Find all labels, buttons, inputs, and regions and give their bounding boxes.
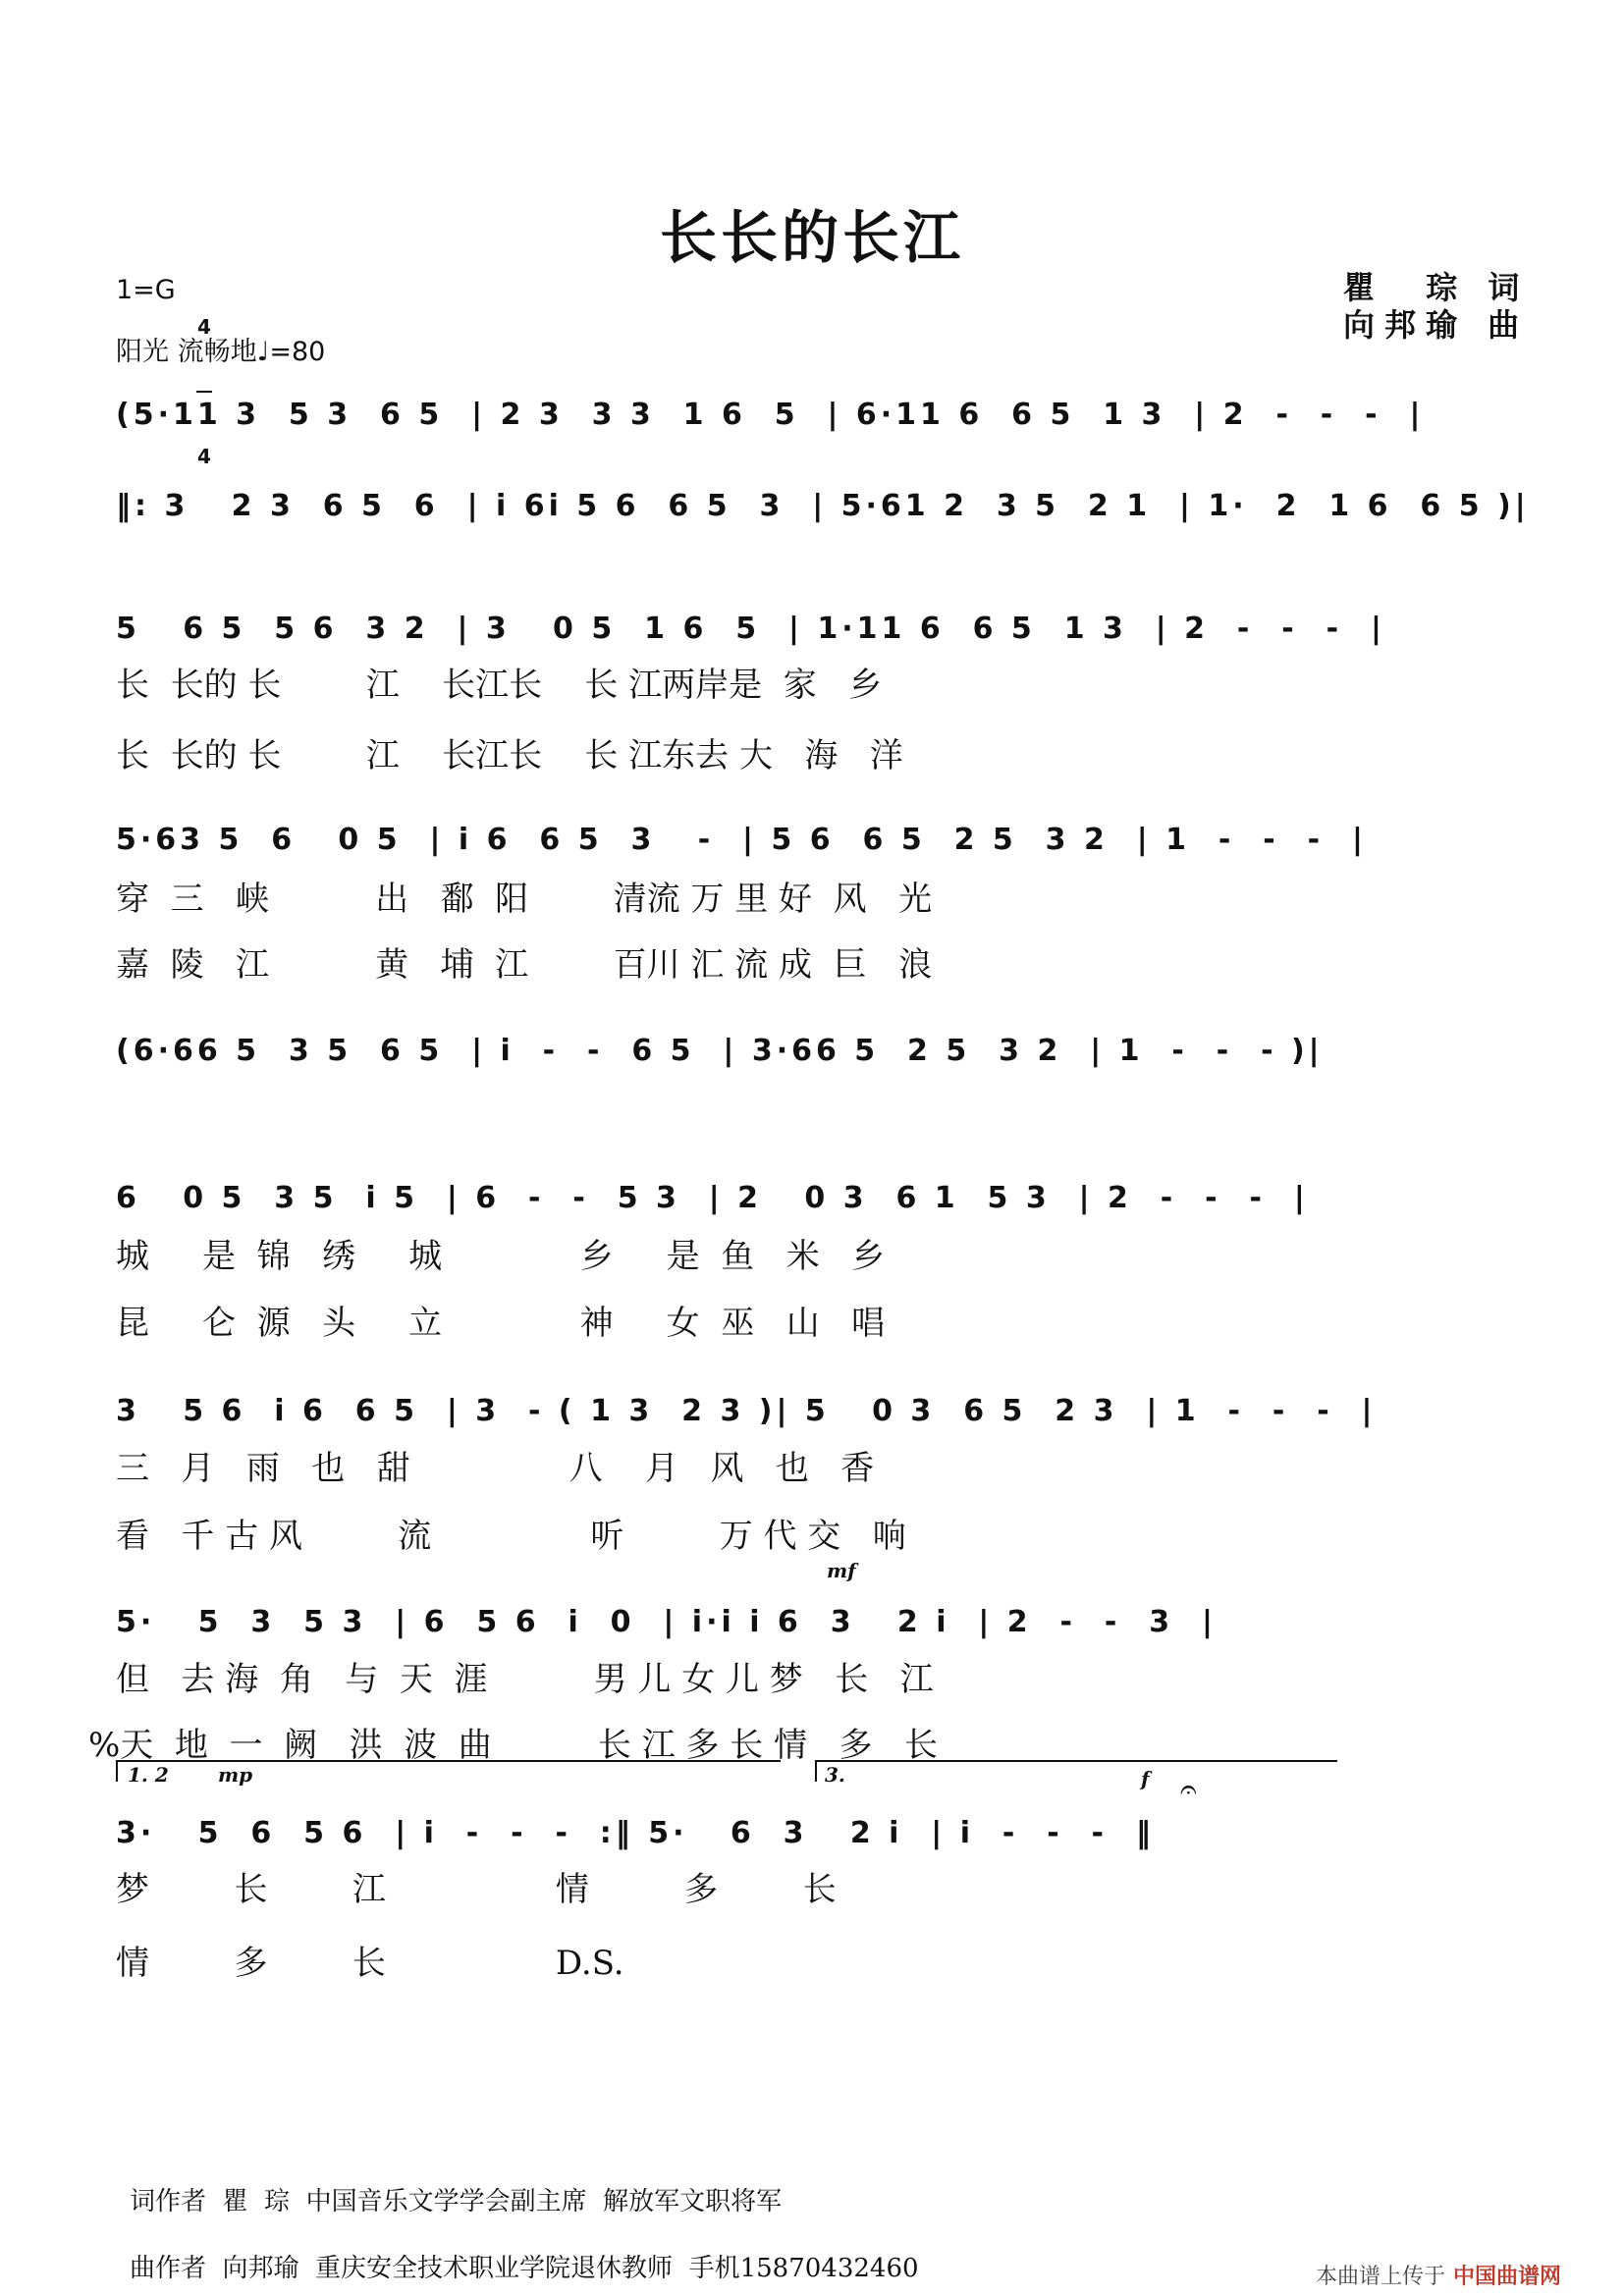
footer-lyricist: 词作者 瞿 琮 中国音乐文学学会副主席 解放军文职将军	[130, 2187, 783, 2216]
tempo-marking: 阳光 流畅地♩=80	[116, 337, 326, 367]
lyric-row-8a: 但 去 海 角 与 天 涯 男 儿 女 儿 梦 长 江	[116, 1660, 934, 1699]
score-row-3: 5 6 5 5 6 3 2 | 3 0 5 1 6 5 | 1·11 6 6 5 1 3 | 2 - - - |	[116, 612, 1385, 646]
lyric-row-7a: 三 月 雨 也 甜 八 月 风 也 香	[116, 1449, 875, 1488]
score-row-9: 3· 5 6 5 6 | i - - - :‖ 5· 6 3 2 i | i - - - ‖	[116, 1816, 1155, 1850]
fermata-icon: 𝄐	[1180, 1773, 1197, 1807]
score-row-1: (5·11 3 5 3 6 5 | 2 3 3 3 1 6 5 | 6·11 6 6 5 1 3 | 2 - - - |	[116, 398, 1425, 432]
time-signature-top: 4	[197, 315, 211, 339]
lyric-row-9a: 梦 长 江 情 多 长	[116, 1870, 837, 1909]
score-row-8: 5· 5 3 5 3 | 6 5 6 i 0 | i·i i 6 3 2 i | 2 - - 3 |	[116, 1605, 1217, 1639]
volta-3-bracket	[815, 1760, 1337, 1782]
lyric-row-9b: 情 多 长 D.S.	[116, 1944, 624, 1983]
lyric-row-8b: %天 地 一 阙 洪 波 曲 长 江 多 长 情 多 长	[88, 1726, 938, 1765]
dynamic-mp: mp	[218, 1763, 253, 1787]
time-signature	[196, 263, 212, 495]
lyric-row-6a: 城 是 锦 绣 城 乡 是 鱼 米 乡	[116, 1237, 886, 1276]
time-signature-bottom: 4	[197, 445, 211, 468]
score-row-2: ‖: 3 2 3 6 5 6 | i 6i 5 6 6 5 3 | 5·61 2 3 5 2 1 | 1· 2 1 6 6 5 )|	[116, 489, 1530, 523]
volta-3-label: 3.	[825, 1763, 845, 1787]
composer-credit: 向邦瑜 曲	[1343, 306, 1530, 344]
score-row-6: 6 0 5 3 5 i 5 | 6 - - 5 3 | 2 0 3 6 1 5 3 | 2 - - - |	[116, 1181, 1309, 1215]
watermark-text: 本曲谱上传于	[1316, 2265, 1446, 2289]
lyric-row-7b: 看 千 古 风 流 听 万 代 交 响	[116, 1517, 906, 1556]
footer-composer: 曲作者 向邦瑜 重庆安全技术职业学院退休教师 手机15870432460	[130, 2254, 919, 2283]
volta-1-2-label: 1. 2	[128, 1763, 169, 1787]
dynamic-f: f	[1141, 1767, 1150, 1790]
lyric-row-3b: 长 长的 长 江 长江长 长 江东去 大 海 洋	[116, 736, 903, 775]
watermark-site: 中国曲谱网	[1453, 2264, 1562, 2289]
key-signature: 1=G	[116, 275, 176, 305]
page-title: 长长的长江	[659, 204, 964, 271]
score-row-4: 5·63 5 6 0 5 | i 6 6 5 3 - | 5 6 6 5 2 5 3 2 | 1 - - - |	[116, 823, 1367, 857]
lyric-row-3a: 长 长的 长 江 长江长 长 江两岸是 家 乡	[116, 666, 883, 705]
lyricist-credit: 瞿 琮 词	[1343, 269, 1530, 306]
score-row-7: 3 5 6 i 6 6 5 | 3 - ( 1 3 2 3 )| 5 0 3 6 5 2 3 | 1 - - - |	[116, 1394, 1377, 1428]
score-row-5: (6·66 5 3 5 6 5 | i - - 6 5 | 3·66 5 2 5 3 2 | 1 - - - )|	[116, 1034, 1324, 1068]
lyric-row-6b: 昆 仑 源 头 立 神 女 巫 山 唱	[116, 1304, 886, 1343]
dynamic-mf: mf	[827, 1559, 856, 1582]
volta-1-2-bracket	[116, 1760, 781, 1782]
lyric-row-4a: 穿 三 峡 出 鄱 阳 清流 万 里 好 风 光	[116, 880, 933, 919]
lyric-row-4b: 嘉 陵 江 黄 埔 江 百川 汇 流 成 巨 浪	[116, 945, 933, 985]
